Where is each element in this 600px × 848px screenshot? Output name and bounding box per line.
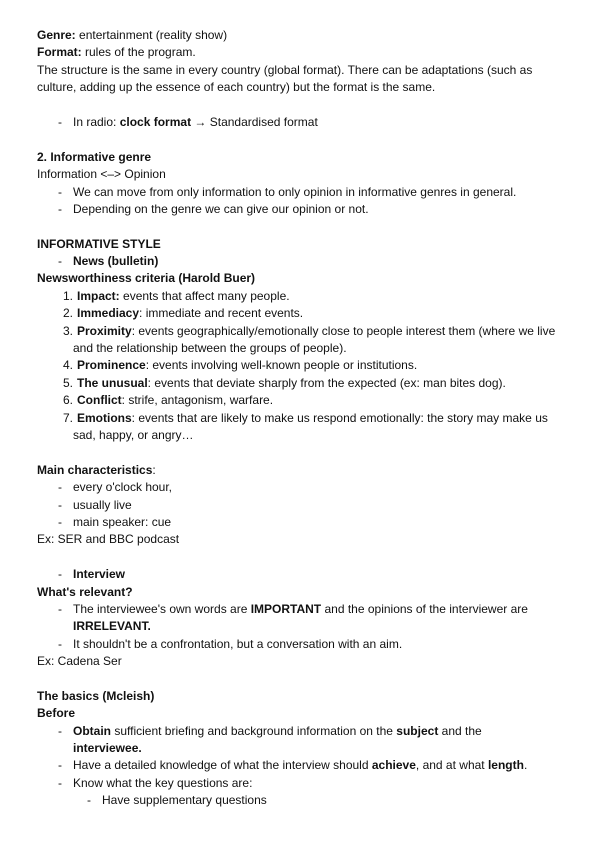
basics-heading: The basics (Mcleish): [37, 688, 155, 703]
criteria-heading: Newsworthiness criteria (Harold Buer): [37, 271, 256, 286]
structure-line-1: The structure is the same in every country (global format). There can be adaptations (such as: [37, 62, 533, 77]
list-item: - The interviewee's own words are IMPORTANT and the opinions of the interviewer are: [37, 601, 600, 618]
dash-marker: -: [58, 497, 62, 512]
dash-marker: -: [58, 601, 62, 616]
dash-marker: -: [58, 480, 62, 495]
criteria-item: 2. Immediacy: immediate and recent events.: [62, 306, 304, 321]
list-item: - main speaker: cue: [37, 514, 600, 531]
section-heading-style: INFORMATIVE STYLE: [37, 236, 161, 251]
criteria-item: 5. The unusual: events that deviate sharply from the expected (ex: man bites dog).: [62, 375, 506, 390]
dash-marker: -: [58, 254, 62, 269]
list-item-continued: IRRELEVANT.: [73, 619, 151, 634]
section-heading-informative: 2. Informative genre: [37, 149, 152, 164]
radio-bold: clock format: [119, 114, 192, 129]
relevant-heading: What's relevant?: [37, 584, 133, 599]
radio-suffix: → Standardised format: [191, 114, 318, 129]
structure-line-2: culture, adding up the essence of each country) but the format is the same.: [37, 80, 436, 95]
list-item: - usually live: [37, 497, 600, 514]
dash-marker: -: [58, 514, 62, 529]
dash-marker: -: [58, 184, 62, 199]
dash-marker: -: [58, 775, 62, 790]
news-label: News (bulletin): [73, 254, 159, 269]
list-item: - It shouldn't be a confrontation, but a conversation with an aim.: [37, 636, 600, 653]
list-item-text: Depending on the genre we can give our opinion or not.: [73, 201, 369, 216]
example-line: Ex: SER and BBC podcast: [37, 532, 180, 547]
list-item: [37, 201, 600, 218]
main-characteristics-heading: Main characteristics:: [37, 462, 156, 477]
list-item: - Have a detailed knowledge of what the interview should achieve, and at what length.: [37, 757, 600, 774]
format-line: [37, 44, 600, 61]
dash-marker: -: [58, 758, 62, 773]
list-item: - Obtain sufficient briefing and background information on the subject and the: [37, 723, 600, 740]
radio-bullet: [37, 114, 600, 131]
criteria-item: 6. Conflict: strife, antagonism, warfare.: [62, 393, 274, 408]
criteria-item: 4. Prominence: events involving well-known people or institutions.: [62, 358, 418, 373]
list-item: [37, 184, 600, 201]
before-heading: Before: [37, 706, 76, 721]
list-item-continued: interviewee.: [73, 741, 142, 756]
radio-prefix: In radio:: [73, 114, 120, 129]
dash-marker: -: [58, 723, 62, 738]
genre-line: [37, 27, 600, 44]
format-text: rules of the program.: [81, 45, 196, 60]
list-item: - every o'clock hour,: [37, 479, 600, 496]
dash-marker: -: [58, 636, 62, 651]
criteria-item-continued: and the relationship between the groups of people).: [73, 341, 347, 356]
list-item-text: We can move from only information to only opinion in informative genres in general.: [73, 184, 517, 199]
example-line: Ex: Cadena Ser: [37, 654, 122, 669]
criteria-item: 3. Proximity: events geographically/emotionally close to people interest them (where we live: [62, 323, 556, 338]
interview-bullet: - Interview: [37, 566, 600, 583]
genre-text: entertainment (reality show): [75, 28, 228, 42]
criteria-item-continued: sad, happy, or angry…: [73, 427, 194, 442]
news-bullet: [37, 253, 600, 270]
format-label: Format:: [37, 45, 82, 60]
genre-label: Genre:: [37, 28, 76, 42]
dash-marker: -: [87, 793, 91, 808]
dash-marker: -: [58, 114, 62, 129]
dash-marker: -: [58, 567, 62, 582]
dash-marker: -: [58, 201, 62, 216]
criteria-item: 7. Emotions: events that are likely to make us respond emotionally: the story may make us: [62, 410, 548, 425]
sub-list-item: - Have supplementary questions: [37, 792, 600, 809]
criteria-item: 1. Impact: events that affect many people.: [62, 288, 290, 303]
information-opinion-axis: Information <–> Opinion: [37, 167, 166, 182]
list-item: - Know what the key questions are:: [37, 775, 600, 792]
